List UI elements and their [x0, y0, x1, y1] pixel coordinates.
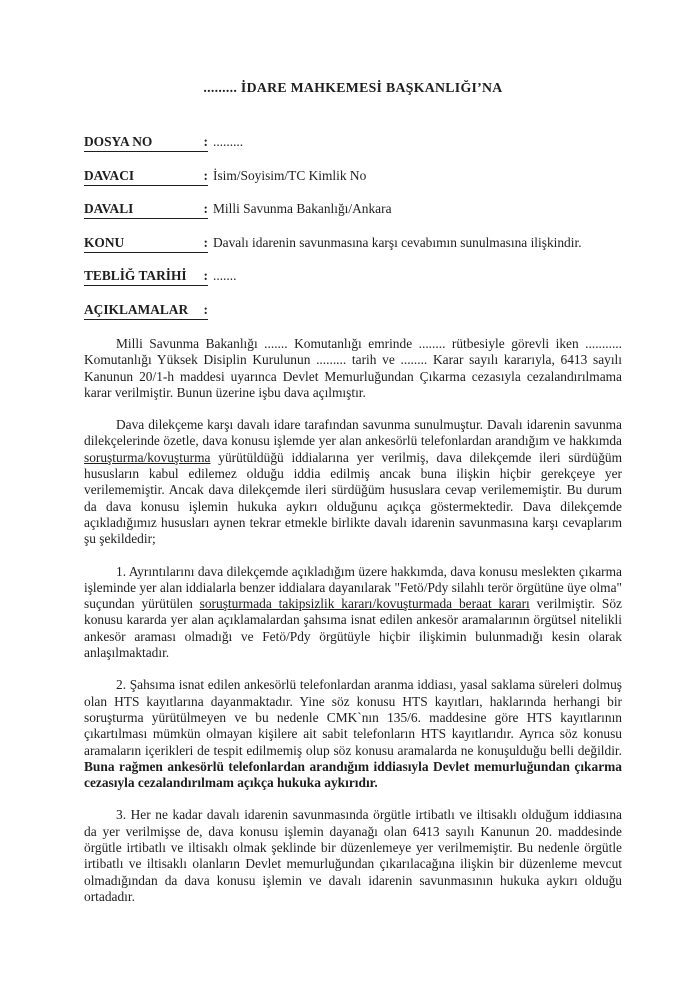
text-run: Buna rağmen ankesörlü telefonlardan arandığım iddiasıyla Devlet memurluğundan çıkarma cezasıyla cezalandırılmam açıkça hukuka aykırıdır.	[84, 758, 622, 791]
text-run: verilmiştir. Söz konusu kararda yer alan açıklamalardan şahsıma isnat edilen ankesör aramalarının örgütsel nitelikli ankesör araması olmadığı ve Fetö/Pdy örgütüyle hiçbir ilişkimin bulunmadığı kesin olarak anlaşılmaktadır.	[84, 596, 622, 661]
field-value: Milli Savunma Bakanlığı/Ankara	[213, 201, 392, 217]
field-colon: :	[203, 134, 208, 149]
field-row	[84, 201, 622, 219]
text-run: Dava dilekçeme karşı davalı idare tarafından savunma sunulmuştur. Davalı idarenin savunma dilekçelerinde özetle, dava konusu işlemde yer alan ankesörlü telefonlardan arandığım ve hakkımda	[84, 417, 622, 449]
text-run: yürütüldüğü iddialarına yer verilmiş, dava dilekçemde ileri sürdüğüm hususların kabul edilemez olduğu iddia edilmiş ancak buna ilişkin hiçbir gerekçeye yer verilememiştir. Ancak dava dilekçemde ileri sürdüğüm hususlara cevap verilememiştir. Bu durum da dava konusu işlemin hukuka aykırı olduğunu açıkça göstermektedir. Dava dilekçemde açıkladığımız hususları aynen tekrar etmekle birlikte davalı idarenin savunmasına karşı cevaplarım şu şekildedir;	[84, 449, 622, 547]
field-label: KONU	[84, 234, 125, 250]
field-value: İsim/Soyisim/TC Kimlik No	[213, 167, 367, 183]
field-row	[84, 302, 622, 320]
field-colon: :	[203, 301, 208, 317]
field-label: DAVALI	[84, 201, 134, 217]
field-label-box	[84, 134, 208, 152]
text-run: 1. Ayrıntılarını dava dilekçemde açıkladığım üzere hakkımda, dava konusu meslekten çıkarma işleminde yer alan iddialarla benzer iddialara dayanılarak "Fetö/Pdy silahlı terör örgütüne üye olma" suçundan yürütülen	[84, 563, 622, 612]
body-paragraph	[84, 417, 622, 547]
body-paragraph	[84, 677, 622, 791]
page-title: ......... İDARE MAHKEMESİ BAŞKANLIĞI’NA	[203, 80, 503, 95]
text-run: 2. Şahsıma isnat edilen ankesörlü telefonlardan aranma iddiası, yasal saklama süreleri dolmuş olan HTS kayıtlarına dayanmaktadır. Yine söz konusu HTS kayıtları, haklarında herhangi bir soruşturma yürütülmeyen ve bu nedenle CMK`nın 135/6. maddesine göre HTS kayıtlarının çıkartılması mümkün olmayan kişilere ait sabit telefonların HTS kayıtlarıdır. Ayrıca söz konusu aramaların içerikleri de tespit edilmemiş olup söz konusu aramalarda ne konuşulduğu belli değildir.	[84, 677, 622, 758]
fields-section	[84, 134, 622, 320]
text-run: 3. Her ne kadar davalı idarenin savunmasında örgütle irtibatlı ve iltisaklı olduğum iddiasına da yer verilmişse de, dava konusu işlemin dayanağı olan 6413 sayılı Kanunun 20. maddesinde örgütle irtibatlı ve iltisaklı olmak şeklinde bir düzenlemeye yer verilmemiştir. Bu nedenle örgütle irtibatlı ve iltisaklı olanların Devlet memurluğundan çıkarılacağına ilişkin bir düzenleme mevcut olmadığından da dava konusu işlemin ve davalı idarenin savunmasının hukuka aykırı olduğu ortadadır.	[84, 807, 622, 904]
paragraphs-section	[84, 336, 622, 905]
field-colon: :	[203, 201, 208, 217]
field-value: Davalı idarenin savunmasına karşı cevabımın sunulmasına ilişkindir.	[213, 234, 582, 250]
field-row	[84, 268, 622, 286]
field-label-box	[84, 302, 208, 320]
field-row	[84, 168, 622, 186]
field-label-box	[84, 201, 208, 219]
text-run: soruşturma/kovuşturma	[84, 449, 211, 465]
field-value: .........	[213, 134, 244, 149]
field-colon: :	[203, 268, 208, 284]
field-label-box	[84, 268, 208, 286]
text-run: soruşturmada takipsizlik kararı/kovuşturmada beraat kararı	[199, 596, 530, 612]
field-label: DOSYA NO	[84, 134, 153, 149]
body-paragraph	[84, 807, 622, 905]
field-label-box	[84, 235, 208, 253]
field-row	[84, 235, 622, 253]
field-label: DAVACI	[84, 167, 135, 183]
body-paragraph	[84, 336, 622, 401]
field-label: TEBLİĞ TARİHİ	[84, 268, 187, 284]
field-value: .......	[213, 268, 237, 284]
field-label: AÇIKLAMALAR	[84, 301, 189, 317]
body-paragraph	[84, 564, 622, 662]
text-run: Milli Savunma Bakanlığı ....... Komutanlığı emrinde ........ rütbesiyle görevli iken ........... Komutanlığı Yüksek Disiplin Kurulunun ......... tarih ve ........ Karar sayılı kararıyla, 6413 sayılı Kanunun 20/1-h maddesi uyarınca Devlet Memurluğundan Çıkarma cezasıyla cezalandırılmama karar verilmiştir. Bunun üzerine işbu dava açılmıştır.	[84, 335, 622, 400]
field-row	[84, 134, 622, 152]
field-colon: :	[203, 167, 208, 183]
field-label-box	[84, 168, 208, 186]
field-colon: :	[203, 234, 208, 250]
